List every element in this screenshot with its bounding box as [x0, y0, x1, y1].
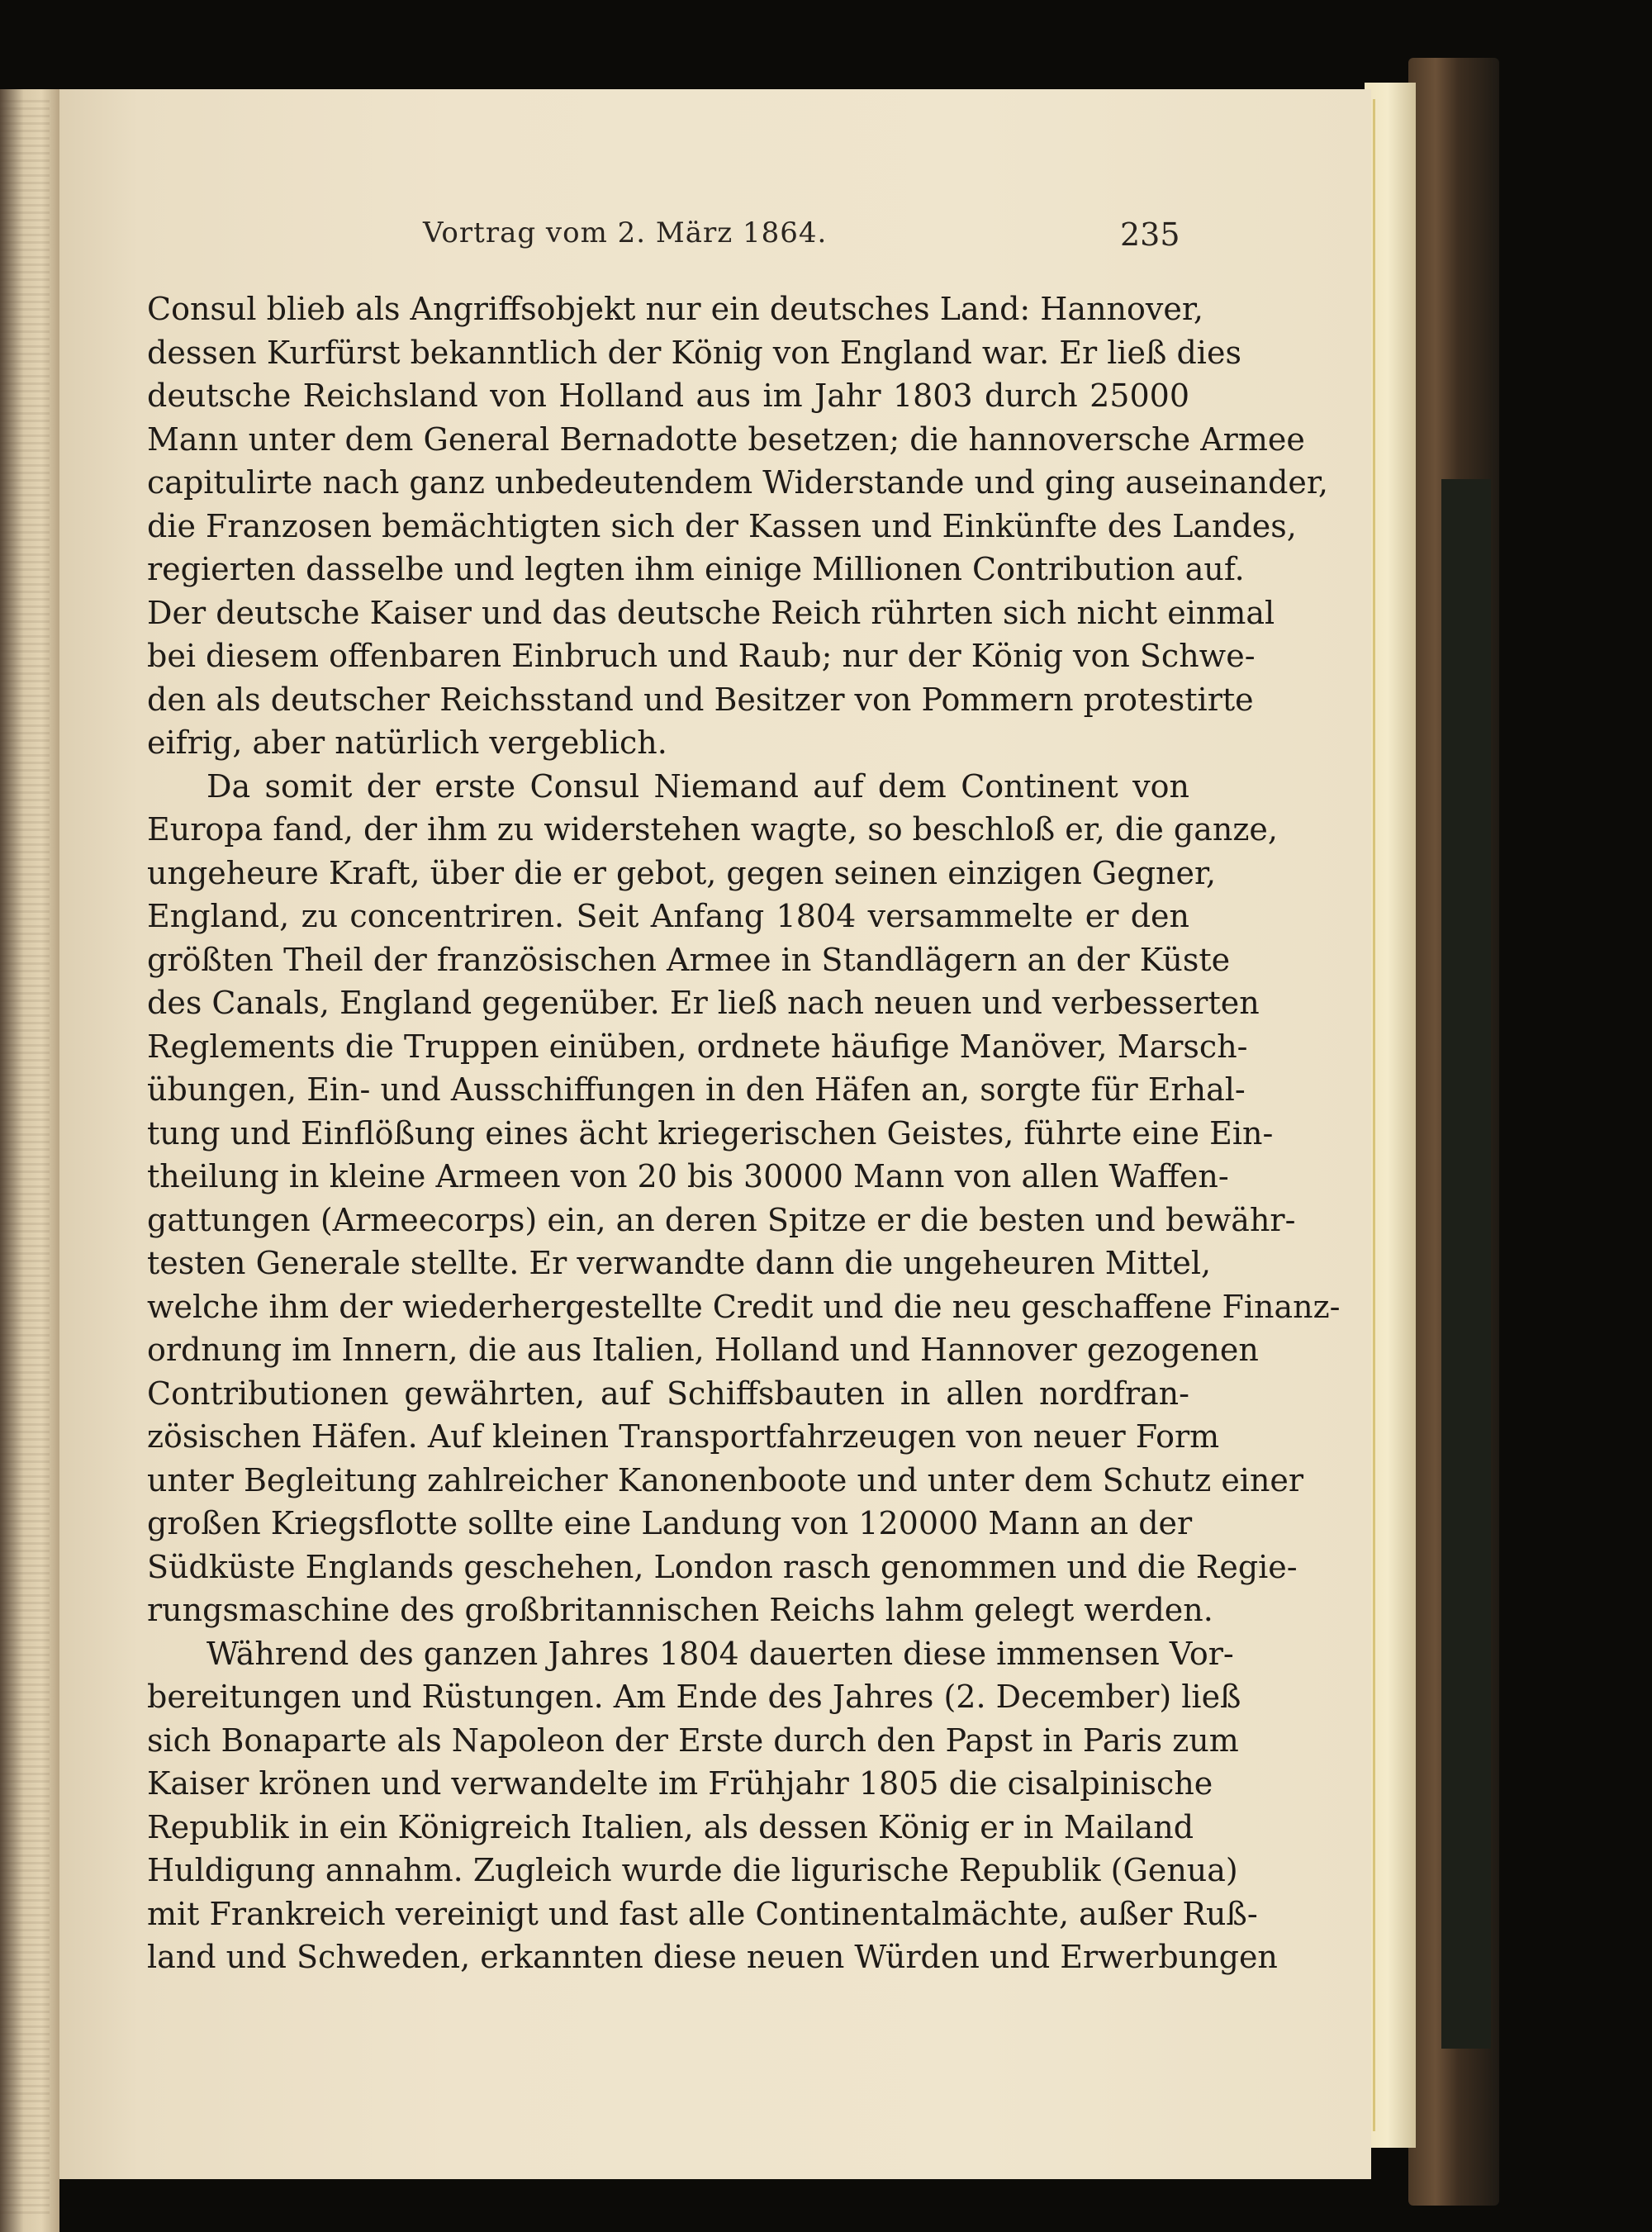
text-line: Mann unter dem General Bernadotte besetzen; die hannoversche Armee — [147, 420, 1305, 458]
text-line: dessen Kurfürst bekanntlich der König von England war. Er ließ dies — [147, 334, 1241, 371]
text-line: unter Begleitung zahlreicher Kanonenboote und unter dem Schutz einer — [147, 1461, 1304, 1498]
cover-cloth — [1441, 479, 1491, 2049]
text-line: Reglements die Truppen einüben, ordnete häufige Manöver, Marsch- — [147, 1028, 1248, 1065]
gilt-edge-line — [1373, 99, 1375, 2131]
text-line: England, zu concentriren. Seit Anfang 1804 versammelte er den — [147, 898, 1189, 934]
text-line: Der deutsche Kaiser und das deutsche Reich rührten sich nicht einmal — [147, 594, 1275, 631]
text-line: gattungen (Armeecorps) ein, an deren Spitze er die besten und bewähr- — [147, 1201, 1296, 1238]
text-line: capitulirte nach ganz unbedeutendem Widerstande und ging auseinander, — [147, 464, 1328, 501]
text-line: Huldigung annahm. Zugleich wurde die ligurische Republik (Genua) — [147, 1852, 1238, 1888]
text-line: Europa fand, der ihm zu widerstehen wagte, so beschloß er, die ganze, — [147, 811, 1278, 848]
text-line: eifrig, aber natürlich vergeblich. — [147, 724, 667, 761]
text-line: größten Theil der französischen Armee in Standlägern an der Küste — [147, 941, 1231, 978]
text-line: bei diesem offenbaren Einbruch und Raub; nur der König von Schwe- — [147, 638, 1256, 674]
text-line: tung und Einflößung eines ächt kriegerischen Geistes, führte eine Ein- — [147, 1114, 1274, 1152]
text-line: deutsche Reichsland von Holland aus im Jahr 1803 durch 25000 — [147, 378, 1189, 414]
text-line: des Canals, England gegenüber. Er ließ nach neuen und verbesserten — [147, 985, 1260, 1021]
text-line: welche ihm der wiederhergestellte Credit und die neu geschaffene Finanz- — [147, 1288, 1341, 1325]
text-line: Südküste Englands geschehen, London rasch genommen und die Regie- — [147, 1548, 1298, 1585]
text-line: ordnung im Innern, die aus Italien, Holland und Hannover gezogenen — [147, 1332, 1259, 1368]
text-line: Contributionen gewährten, auf Schiffsbauten in allen nordfran- — [147, 1375, 1189, 1412]
text-line: rungsmaschine des großbritannischen Reichs lahm gelegt werden. — [147, 1592, 1213, 1628]
text-line: großen Kriegsflotte sollte eine Landung von 120000 Mann an der — [147, 1505, 1193, 1541]
paragraph-first-line: Während des ganzen Jahres 1804 dauerten diese immensen Vor- — [206, 1635, 1234, 1672]
running-head: Vortrag vom 2. März 1864. — [423, 216, 828, 249]
text-line: Kaiser krönen und verwandelte im Frühjahr 1805 die cisalpinische — [147, 1765, 1213, 1802]
text-line: theilung in kleine Armeen von 20 bis 30000 Mann von allen Waffen- — [147, 1158, 1229, 1194]
text-line: Consul blieb als Angriffsobjekt nur ein deutsches Land: Hannover, — [147, 291, 1203, 327]
text-line: den als deutscher Reichsstand und Besitzer von Pommern protestirte — [147, 681, 1254, 718]
text-line: zösischen Häfen. Auf kleinen Transportfahrzeugen von neuer Form — [147, 1418, 1220, 1455]
page-number: 235 — [1120, 216, 1180, 253]
text-line: sich Bonaparte als Napoleon der Erste durch den Papst in Paris zum — [147, 1721, 1239, 1759]
paragraph-first-line: Da somit der erste Consul Niemand auf dem Continent von — [206, 767, 1189, 805]
text-line: die Franzosen bemächtigten sich der Kassen und Einkünfte des Landes, — [147, 507, 1297, 544]
left-page-texture — [0, 99, 50, 2214]
text-line: ungeheure Kraft, über die er gebot, gegen seinen einzigen Gegner, — [147, 854, 1217, 891]
text-line: bereitungen und Rüstungen. Am Ende des Jahres (2. December) ließ — [147, 1679, 1241, 1715]
body-text — [147, 287, 1341, 1979]
text-line: testen Generale stellte. Er verwandte dann die ungeheuren Mittel, — [147, 1245, 1212, 1281]
text-line: regierten dasselbe und legten ihm einige Millionen Contribution auf. — [147, 551, 1245, 587]
text-line: Republik in ein Königreich Italien, als dessen König er in Mailand — [147, 1808, 1194, 1845]
text-line: land und Schweden, erkannten diese neuen Würden und Erwerbungen — [147, 1939, 1278, 1975]
text-line: mit Frankreich vereinigt und fast alle Continentalmächte, außer Ruß- — [147, 1895, 1258, 1932]
text-line: übungen, Ein- und Ausschiffungen in den Häfen an, sorgte für Erhal- — [147, 1071, 1246, 1108]
